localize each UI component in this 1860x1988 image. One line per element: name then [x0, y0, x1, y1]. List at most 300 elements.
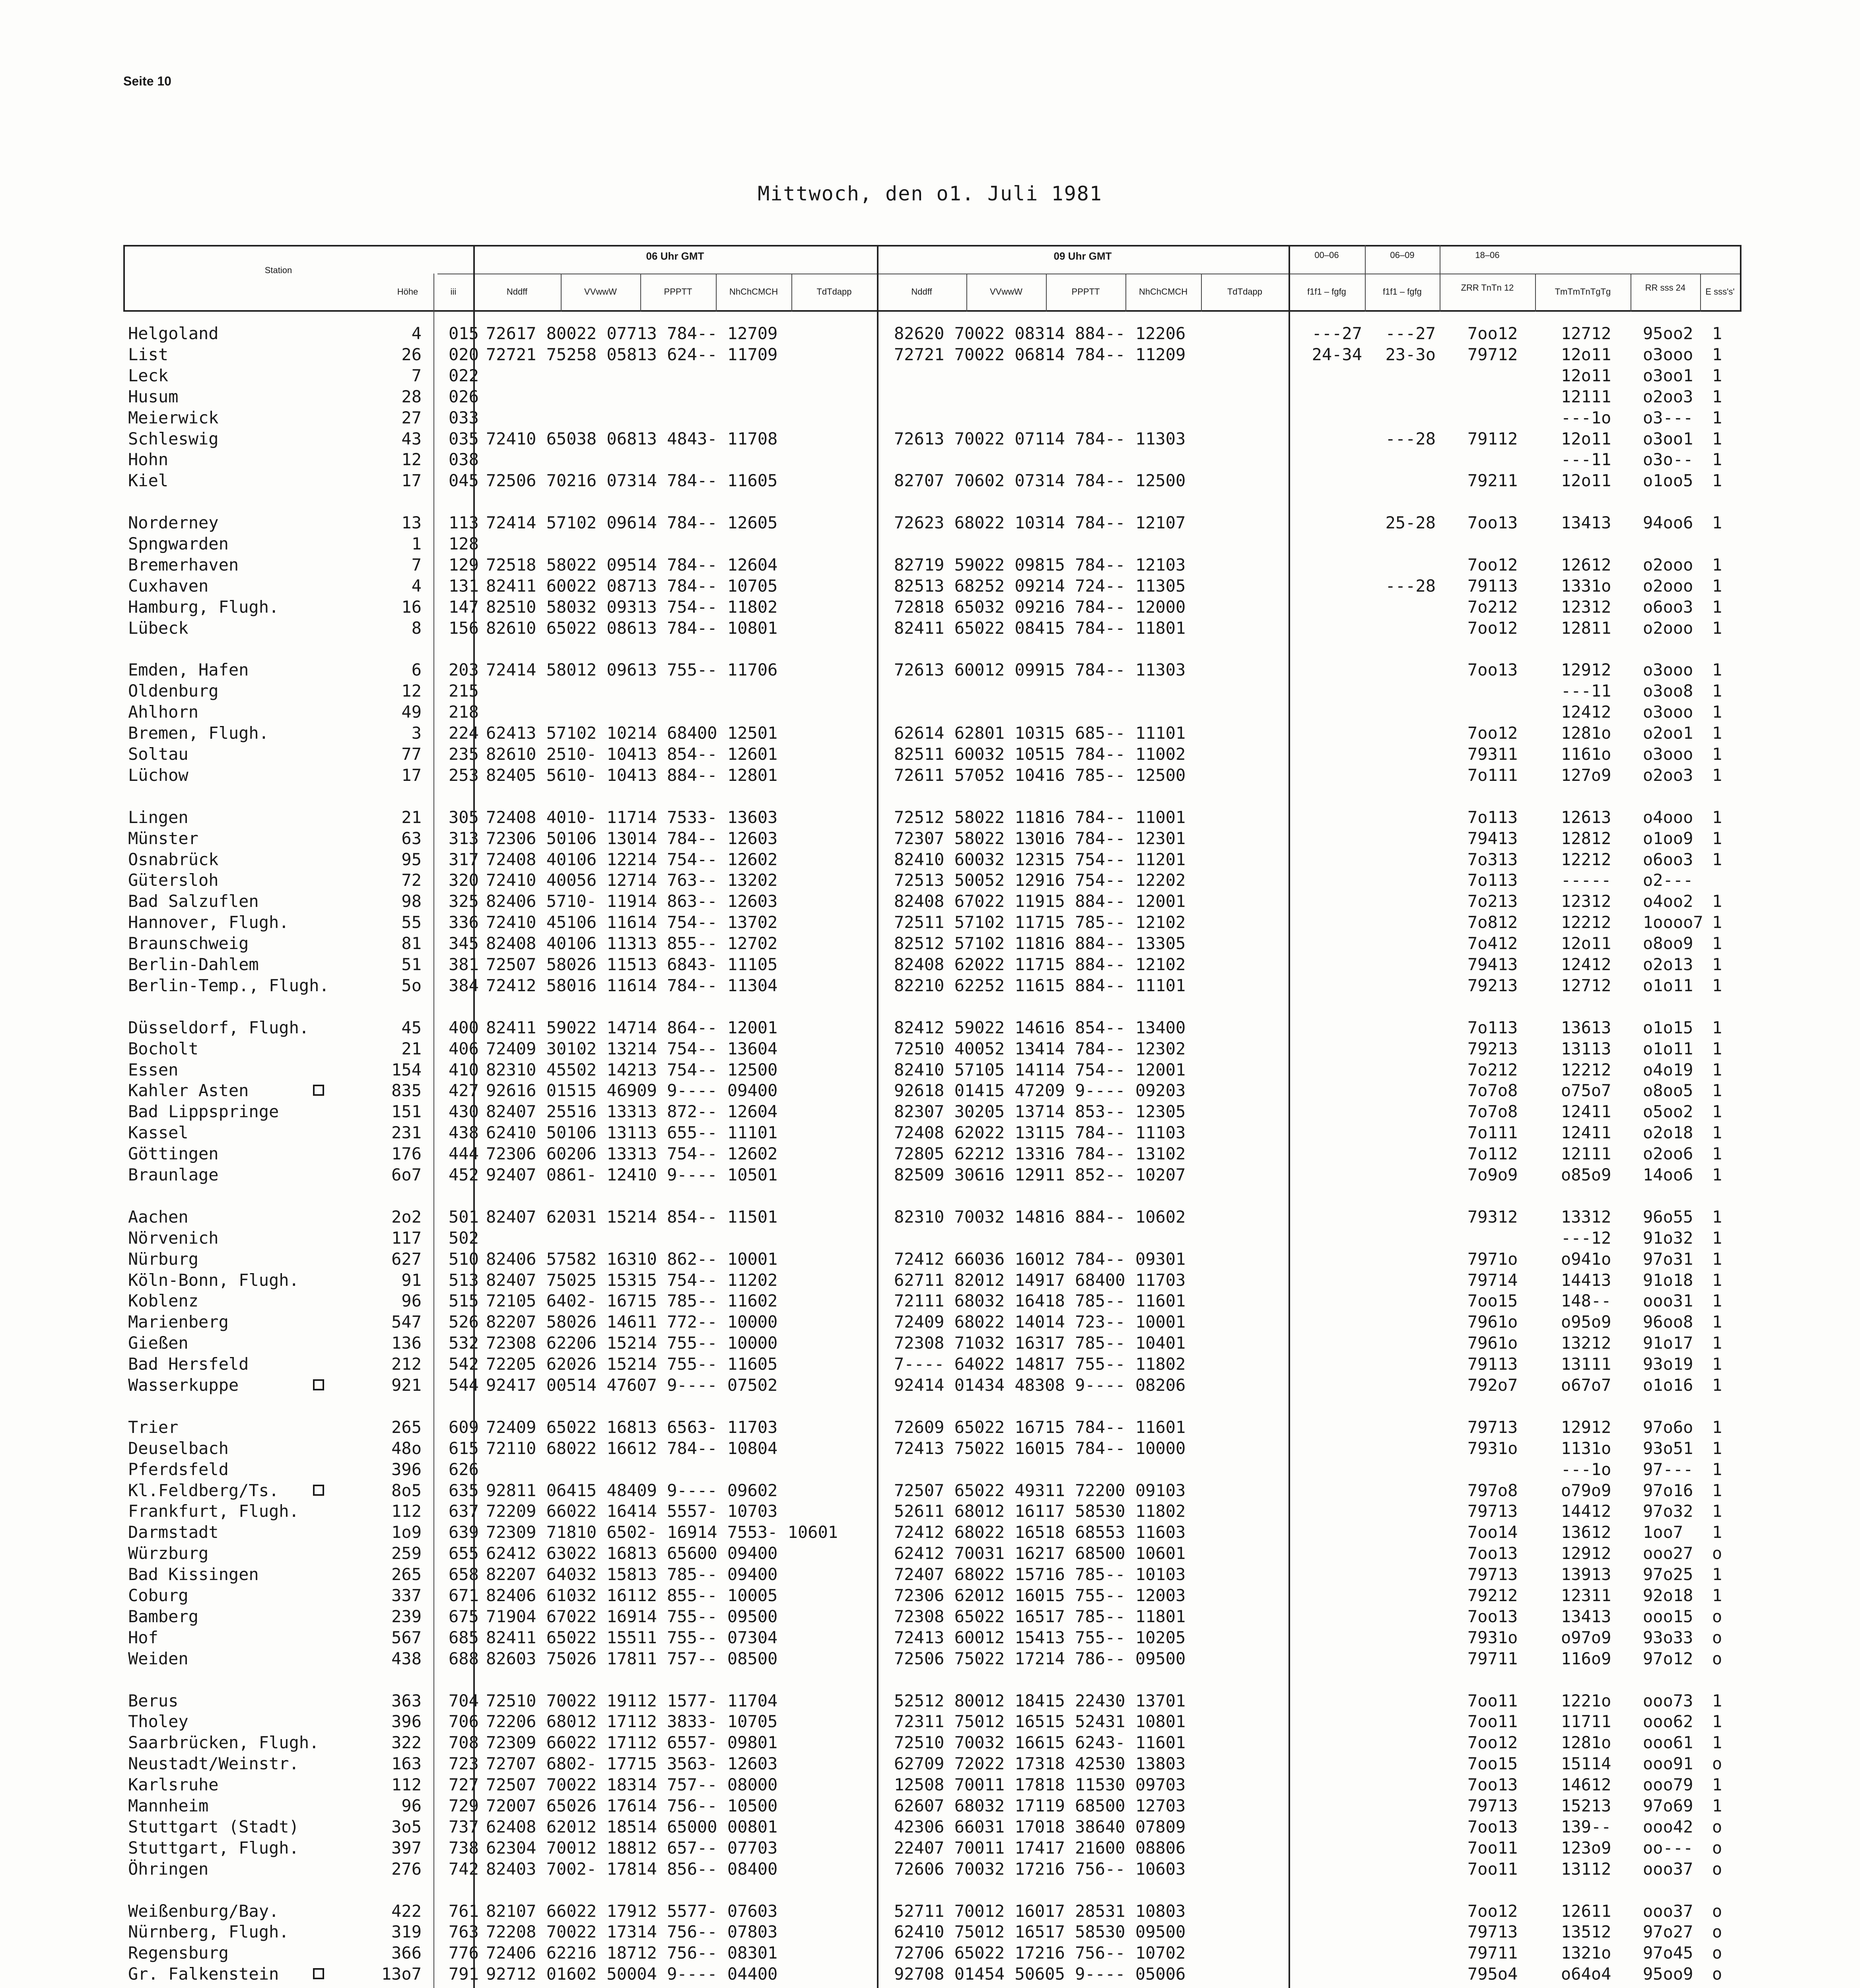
header-rr24: RR sss 24: [1645, 283, 1686, 293]
temperature-group: 15114: [1561, 1754, 1611, 1774]
obs-09-values: 72623 68022 10314 784-- 12107: [894, 513, 1186, 533]
station-index: 156: [449, 618, 479, 638]
precip-group: o3oo1: [1643, 365, 1693, 385]
obs-06-values: 82411 59022 14714 864-- 12001: [486, 1017, 778, 1037]
temperature-group: 148--: [1561, 1291, 1611, 1311]
period-1806-value: 7oo11: [1467, 1859, 1518, 1879]
period-0609-value: 25-28: [1385, 513, 1436, 533]
obs-06-values: 72410 65038 06813 4843- 11708: [486, 429, 778, 448]
obs-09-values: 72111 68032 16418 785-- 11601: [894, 1291, 1186, 1311]
period-1806-value: 79312: [1467, 1207, 1518, 1227]
period-1806-value: 79712: [1467, 344, 1518, 364]
station-name: Marienberg: [128, 1312, 229, 1332]
station-height: 319: [391, 1922, 422, 1942]
e-value: 1: [1712, 1144, 1722, 1164]
precip-group: ooo73: [1643, 1691, 1693, 1710]
obs-09-values: 82511 60032 10515 784-- 11002: [894, 744, 1186, 764]
station-name: Coburg: [128, 1586, 189, 1605]
station-index: 639: [449, 1522, 479, 1542]
temperature-group: 12212: [1561, 912, 1611, 932]
station-height: 422: [391, 1901, 422, 1921]
precip-group: o1o16: [1643, 1375, 1693, 1395]
period-1806-value: 7o212: [1467, 597, 1518, 617]
precip-group: o2o13: [1643, 955, 1693, 974]
e-value: 1: [1712, 955, 1722, 974]
temperature-group: 13913: [1561, 1565, 1611, 1584]
period-1806-value: 79711: [1467, 1943, 1518, 1963]
obs-06-values: 82406 61032 16112 855-- 10005: [486, 1586, 778, 1605]
station-index: 325: [449, 891, 479, 911]
station-name: Emden, Hafen: [128, 660, 249, 680]
period-1806-value: 7931o: [1467, 1438, 1518, 1458]
station-height: 4: [411, 324, 422, 343]
station-name: Kahler Asten: [128, 1081, 249, 1101]
temperature-group: -----: [1561, 870, 1611, 890]
station-name: Bad Salzuflen: [128, 891, 259, 911]
precip-group: 91o18: [1643, 1270, 1693, 1290]
precip-group: o8oo9: [1643, 934, 1693, 953]
temperature-group: o95o9: [1561, 1312, 1611, 1332]
obs-06-values: 62413 57102 10214 68400 12501: [486, 723, 778, 743]
station-height: 136: [391, 1333, 422, 1353]
temperature-group: 13111: [1561, 1354, 1611, 1374]
obs-06-values: 72306 60206 13313 754-- 12602: [486, 1144, 778, 1164]
obs-09-values: 72818 65032 09216 784-- 12000: [894, 597, 1186, 617]
obs-06-values: 72406 62216 18712 756-- 08301: [486, 1943, 778, 1963]
e-value: 1: [1712, 807, 1722, 827]
station-index: 655: [449, 1543, 479, 1563]
station-height: 231: [391, 1123, 422, 1143]
station-index: 615: [449, 1438, 479, 1458]
station-height: 438: [391, 1648, 422, 1668]
temperature-group: 15213: [1561, 1796, 1611, 1815]
obs-09-values: 82310 70032 14816 884-- 10602: [894, 1207, 1186, 1227]
station-index: 542: [449, 1354, 479, 1374]
period-1806-value: 79713: [1467, 1501, 1518, 1521]
station-height: 835: [391, 1081, 422, 1101]
station-index: 688: [449, 1648, 479, 1668]
precip-group: 1oooo7: [1643, 912, 1703, 932]
obs-06-values: 72206 68012 17112 3833- 10705: [486, 1712, 778, 1732]
header-period-1806: 18–06: [1475, 250, 1500, 260]
station-height: 96: [401, 1291, 422, 1311]
obs-09-values: 72512 58022 11816 784-- 11001: [894, 807, 1186, 827]
station-height: 21: [401, 807, 422, 827]
period-1806-value: 7o7o8: [1467, 1081, 1518, 1101]
header-tmtm: TmTmTnTgTg: [1555, 287, 1611, 297]
temperature-group: o941o: [1561, 1249, 1611, 1269]
temperature-group: o75o7: [1561, 1081, 1611, 1101]
obs-09-values: 72613 60012 09915 784-- 11303: [894, 660, 1186, 680]
obs-06-values: 62408 62012 18514 65000 00801: [486, 1817, 778, 1837]
station-height: 239: [391, 1606, 422, 1626]
station-height: 3: [411, 723, 422, 743]
period-1806-value: 7o113: [1467, 1017, 1518, 1037]
temperature-group: 13613: [1561, 1017, 1611, 1037]
precip-group: 92o18: [1643, 1586, 1693, 1605]
station-name: Schleswig: [128, 429, 219, 448]
station-index: 022: [449, 365, 479, 385]
header-rrr: ZRR TnTn 12: [1461, 283, 1514, 293]
obs-06-values: 72409 65022 16813 6563- 11703: [486, 1417, 778, 1437]
obs-06-values: 72617 80022 07713 784-- 12709: [486, 324, 778, 343]
precip-group: o1oo5: [1643, 471, 1693, 491]
station-height: 51: [401, 955, 422, 974]
precip-group: o8oo5: [1643, 1081, 1693, 1101]
station-height: 12: [401, 681, 422, 701]
obs-06-values: 72105 6402- 16715 785-- 11602: [486, 1291, 778, 1311]
header-nddff-09: Nddff: [911, 287, 932, 297]
obs-06-values: 72414 57102 09614 784-- 12605: [486, 513, 778, 533]
e-value: 1: [1712, 618, 1722, 638]
period-1806-value: 7o112: [1467, 1144, 1518, 1164]
header-ff-0609: f1f1 – fgfg: [1383, 287, 1422, 297]
temperature-group: 1131o: [1561, 1438, 1611, 1458]
e-value: 1: [1712, 1081, 1722, 1101]
period-1806-value: 7oo13: [1467, 1775, 1518, 1795]
temperature-group: 12311: [1561, 1586, 1611, 1605]
station-name: Deuselbach: [128, 1438, 229, 1458]
temperature-group: 11711: [1561, 1712, 1611, 1732]
station-height: 48o: [391, 1438, 422, 1458]
station-index: 224: [449, 723, 479, 743]
temperature-group: 12412: [1561, 955, 1611, 974]
temperature-group: ---1o: [1561, 408, 1611, 427]
precip-group: ooo31: [1643, 1291, 1693, 1311]
station-index: 637: [449, 1501, 479, 1521]
e-value: o: [1712, 1606, 1722, 1626]
temperature-group: 12712: [1561, 975, 1611, 995]
station-height: 265: [391, 1417, 422, 1437]
temperature-group: 12412: [1561, 702, 1611, 722]
temperature-group: 14412: [1561, 1501, 1611, 1521]
precip-group: 93o33: [1643, 1627, 1693, 1647]
station-height: 276: [391, 1859, 422, 1879]
obs-09-values: 42306 66031 17018 38640 07809: [894, 1817, 1186, 1837]
obs-09-values: 7---- 64022 14817 755-- 11802: [894, 1354, 1186, 1374]
header-ff-0006: f1f1 – fgfg: [1307, 287, 1346, 297]
obs-09-values: 62607 68032 17119 68500 12703: [894, 1796, 1186, 1815]
temperature-group: 1331o: [1561, 576, 1611, 596]
period-1806-value: 7oo13: [1467, 660, 1518, 680]
obs-06-values: 72507 70022 18314 757-- 08000: [486, 1775, 778, 1795]
header-pppt-09: PPPTT: [1071, 287, 1100, 297]
station-index: 215: [449, 681, 479, 701]
station-name: Bad Kissingen: [128, 1565, 259, 1584]
station-name: Osnabrück: [128, 849, 219, 869]
temperature-group: 13212: [1561, 1333, 1611, 1353]
period-1806-value: 79713: [1467, 1922, 1518, 1942]
obs-09-values: 72413 60012 15413 755-- 10205: [894, 1627, 1186, 1647]
station-index: 704: [449, 1691, 479, 1710]
obs-09-values: 62711 82012 14917 68400 11703: [894, 1270, 1186, 1290]
station-height: 12: [401, 450, 422, 470]
station-index: 038: [449, 450, 479, 470]
station-name: Köln-Bonn, Flugh.: [128, 1270, 299, 1290]
obs-09-values: 62412 70031 16217 68500 10601: [894, 1543, 1186, 1563]
obs-09-values: 72609 65022 16715 784-- 11601: [894, 1417, 1186, 1437]
e-value: 1: [1712, 1249, 1722, 1269]
station-height: 7: [411, 365, 422, 385]
page-number: Seite 10: [123, 74, 171, 88]
station-height: 91: [401, 1270, 422, 1290]
temperature-group: 14612: [1561, 1775, 1611, 1795]
period-1806-value: 79711: [1467, 1648, 1518, 1668]
e-value: 1: [1712, 1438, 1722, 1458]
station-name: Gütersloh: [128, 870, 219, 890]
station-name: Nürburg: [128, 1249, 199, 1269]
station-height: 4: [411, 576, 422, 596]
obs-06-values: 82603 75026 17811 757-- 08500: [486, 1648, 778, 1668]
station-height: 151: [391, 1102, 422, 1122]
station-height: 8o5: [391, 1480, 422, 1500]
e-value: 1: [1712, 597, 1722, 617]
station-name: Bocholt: [128, 1039, 199, 1058]
obs-09-values: 72306 62012 16015 755-- 12003: [894, 1586, 1186, 1605]
station-index: 708: [449, 1733, 479, 1753]
precip-group: 97o45: [1643, 1943, 1693, 1963]
e-value: 1: [1712, 1060, 1722, 1079]
station-name: Husum: [128, 386, 179, 406]
obs-09-values: 72407 68022 15716 785-- 10103: [894, 1565, 1186, 1584]
period-1806-value: 797o8: [1467, 1480, 1518, 1500]
station-height: 98: [401, 891, 422, 911]
station-height: 2o2: [391, 1207, 422, 1227]
precip-group: ooo27: [1643, 1543, 1693, 1563]
station-index: 410: [449, 1060, 479, 1079]
period-1806-value: 7o113: [1467, 870, 1518, 890]
obs-09-values: 72506 75022 17214 786-- 09500: [894, 1648, 1186, 1668]
period-1806-value: 7oo12: [1467, 723, 1518, 743]
station-height: 1: [411, 534, 422, 553]
header-hoehe: Höhe: [397, 287, 418, 297]
period-1806-value: 7o111: [1467, 765, 1518, 785]
station-name: Soltau: [128, 744, 189, 764]
e-value: 1: [1712, 1691, 1722, 1710]
temperature-group: 139--: [1561, 1817, 1611, 1837]
obs-09-values: 72606 70032 17216 756-- 10603: [894, 1859, 1186, 1879]
obs-09-values: 72307 58022 13016 784-- 12301: [894, 828, 1186, 848]
temperature-group: 12912: [1561, 1543, 1611, 1563]
station-name: Gr. Falkenstein: [128, 1964, 279, 1984]
period-1806-value: 7oo13: [1467, 1606, 1518, 1626]
station-index: 729: [449, 1796, 479, 1815]
obs-09-values: 72513 50052 12916 754-- 12202: [894, 870, 1186, 890]
precip-group: 93o19: [1643, 1354, 1693, 1374]
obs-09-values: 72412 68022 16518 68553 11603: [894, 1522, 1186, 1542]
temperature-group: 13612: [1561, 1522, 1611, 1542]
precip-group: o3---: [1643, 408, 1693, 427]
period-1806-value: 79713: [1467, 1565, 1518, 1584]
obs-06-values: 72408 40106 12214 754-- 12602: [486, 849, 778, 869]
obs-06-values: 82610 2510- 10413 854-- 12601: [486, 744, 778, 764]
station-index: 131: [449, 576, 479, 596]
obs-06-values: 72205 62026 15214 755-- 11605: [486, 1354, 778, 1374]
precip-group: o3oo8: [1643, 681, 1693, 701]
header-nddff-06: Nddff: [506, 287, 528, 297]
header-pppt-06: PPPTT: [664, 287, 692, 297]
station-index: 345: [449, 934, 479, 953]
station-height: 397: [391, 1838, 422, 1858]
station-name: Göttingen: [128, 1144, 219, 1164]
station-name: Berlin-Temp., Flugh.: [128, 975, 329, 995]
period-1806-value: 7oo12: [1467, 1733, 1518, 1753]
obs-06-values: 82411 65022 15511 755-- 07304: [486, 1627, 778, 1647]
station-name: Braunschweig: [128, 934, 249, 953]
station-index: 235: [449, 744, 479, 764]
precip-group: o3ooo: [1643, 744, 1693, 764]
station-name: Trier: [128, 1417, 179, 1437]
station-height: 43: [401, 429, 422, 448]
e-value: o: [1712, 1964, 1722, 1984]
station-name: Stuttgart, Flugh.: [128, 1838, 299, 1858]
station-height: 265: [391, 1565, 422, 1584]
precip-group: 1oo7: [1643, 1522, 1683, 1542]
period-1806-value: 7oo11: [1467, 1838, 1518, 1858]
period-1806-value: 7o212: [1467, 1060, 1518, 1079]
temperature-group: o97o9: [1561, 1627, 1611, 1647]
obs-06-values: 82407 25516 13313 872-- 12604: [486, 1102, 778, 1122]
station-height: 81: [401, 934, 422, 953]
period-1806-value: 79213: [1467, 1039, 1518, 1058]
header-group-09: 09 Uhr GMT: [1053, 250, 1112, 262]
station-height: 72: [401, 870, 422, 890]
obs-09-values: 82408 62022 11715 884-- 12102: [894, 955, 1186, 974]
station-height: 96: [401, 1796, 422, 1815]
period-1806-value: 7oo15: [1467, 1291, 1518, 1311]
period-1806-value: 7971o: [1467, 1249, 1518, 1269]
station-height: 63: [401, 828, 422, 848]
e-value: o: [1712, 1901, 1722, 1921]
obs-09-values: 72721 70022 06814 784-- 11209: [894, 344, 1186, 364]
temperature-group: 12o11: [1561, 429, 1611, 448]
obs-06-values: 72506 70216 07314 784-- 11605: [486, 471, 778, 491]
station-index: 513: [449, 1270, 479, 1290]
temperature-group: 12612: [1561, 555, 1611, 575]
obs-06-values: 62412 63022 16813 65600 09400: [486, 1543, 778, 1563]
station-name: Regensburg: [128, 1943, 229, 1963]
precip-group: o4ooo: [1643, 807, 1693, 827]
station-height: 322: [391, 1733, 422, 1753]
temperature-group: 14413: [1561, 1270, 1611, 1290]
temperature-group: 12411: [1561, 1102, 1611, 1122]
e-value: 1: [1712, 1480, 1722, 1500]
station-index: 738: [449, 1838, 479, 1858]
period-0609-value: 23-3o: [1385, 344, 1436, 364]
temperature-group: 12411: [1561, 1123, 1611, 1143]
station-name: Berlin-Dahlem: [128, 955, 259, 974]
station-height: 547: [391, 1312, 422, 1332]
precip-group: 93o51: [1643, 1438, 1693, 1458]
station-name: Wasserkuppe: [128, 1375, 239, 1395]
header-period-0609: 06–09: [1390, 250, 1415, 260]
temperature-group: 1281o: [1561, 723, 1611, 743]
station-index: 218: [449, 702, 479, 722]
e-value: 1: [1712, 1459, 1722, 1479]
obs-09-values: 52611 68012 16117 58530 11802: [894, 1501, 1186, 1521]
e-value: 1: [1712, 1228, 1722, 1248]
temperature-group: 13112: [1561, 1859, 1611, 1879]
obs-06-values: 82107 66022 17912 5577- 07603: [486, 1901, 778, 1921]
obs-06-values: 82403 7002- 17814 856-- 08400: [486, 1859, 778, 1879]
obs-09-values: 82620 70022 08314 884-- 12206: [894, 324, 1186, 343]
station-index: 501: [449, 1207, 479, 1227]
period-1806-value: 795o4: [1467, 1964, 1518, 1984]
e-value: 1: [1712, 1775, 1722, 1795]
obs-09-values: 72511 57102 11715 785-- 12102: [894, 912, 1186, 932]
precip-group: 91o17: [1643, 1333, 1693, 1353]
e-value: 1: [1712, 1522, 1722, 1542]
station-height: 154: [391, 1060, 422, 1079]
header-group-06: 06 Uhr GMT: [646, 250, 704, 262]
e-value: 1: [1712, 450, 1722, 470]
e-value: 1: [1712, 975, 1722, 995]
station-index: 452: [449, 1165, 479, 1184]
station-name: Mannheim: [128, 1796, 209, 1815]
obs-09-values: 72706 65022 17216 756-- 10702: [894, 1943, 1186, 1963]
precip-group: 97o27: [1643, 1922, 1693, 1942]
e-value: 1: [1712, 702, 1722, 722]
station-name: Lingen: [128, 807, 189, 827]
e-value: 1: [1712, 429, 1722, 448]
period-0006-value: 24-34: [1312, 344, 1362, 364]
obs-06-values: 72209 66022 16414 5557- 10703: [486, 1501, 778, 1521]
precip-group: o2oo3: [1643, 765, 1693, 785]
station-name: Stuttgart (Stadt): [128, 1817, 299, 1837]
e-value: 1: [1712, 765, 1722, 785]
e-value: 1: [1712, 386, 1722, 406]
temperature-group: 12811: [1561, 618, 1611, 638]
precip-group: o3o--: [1643, 450, 1693, 470]
period-1806-value: 79713: [1467, 1796, 1518, 1815]
header-iii: iii: [450, 287, 457, 297]
e-value: 1: [1712, 1733, 1722, 1753]
period-1806-value: 7961o: [1467, 1333, 1518, 1353]
station-index: 128: [449, 534, 479, 553]
precip-group: 97o69: [1643, 1796, 1693, 1815]
precip-group: 91o32: [1643, 1228, 1693, 1248]
station-height: 7: [411, 555, 422, 575]
station-index: 742: [449, 1859, 479, 1879]
obs-09-values: 82512 57102 11816 884-- 13305: [894, 934, 1186, 953]
temperature-group: o67o7: [1561, 1375, 1611, 1395]
precip-group: 95oo9: [1643, 1964, 1693, 1984]
station-name: Hof: [128, 1627, 158, 1647]
station-name: Karlsruhe: [128, 1775, 219, 1795]
station-name: Meierwick: [128, 408, 219, 427]
obs-06-values: 72510 70022 19112 1577- 11704: [486, 1691, 778, 1710]
station-index: 033: [449, 408, 479, 427]
obs-06-values: 72309 66022 17112 6557- 09801: [486, 1733, 778, 1753]
precip-group: o2---: [1643, 870, 1693, 890]
period-1806-value: 79413: [1467, 955, 1518, 974]
period-1806-value: 7o9o9: [1467, 1165, 1518, 1184]
period-1806-value: 7o111: [1467, 1123, 1518, 1143]
period-1806-value: 7oo11: [1467, 1691, 1518, 1710]
station-name: Bad Lippspringe: [128, 1102, 279, 1122]
station-name: Berus: [128, 1691, 179, 1710]
station-name: Lübeck: [128, 618, 189, 638]
obs-09-values: 52711 70012 16017 28531 10803: [894, 1901, 1186, 1921]
station-index: 020: [449, 344, 479, 364]
e-value: 1: [1712, 1375, 1722, 1395]
obs-06-values: 72110 68022 16612 784-- 10804: [486, 1438, 778, 1458]
obs-09-values: 72510 40052 13414 784-- 12302: [894, 1039, 1186, 1058]
station-height: 627: [391, 1249, 422, 1269]
period-1806-value: 79113: [1467, 1354, 1518, 1374]
period-1806-value: 792o7: [1467, 1375, 1518, 1395]
precip-group: o1o15: [1643, 1017, 1693, 1037]
